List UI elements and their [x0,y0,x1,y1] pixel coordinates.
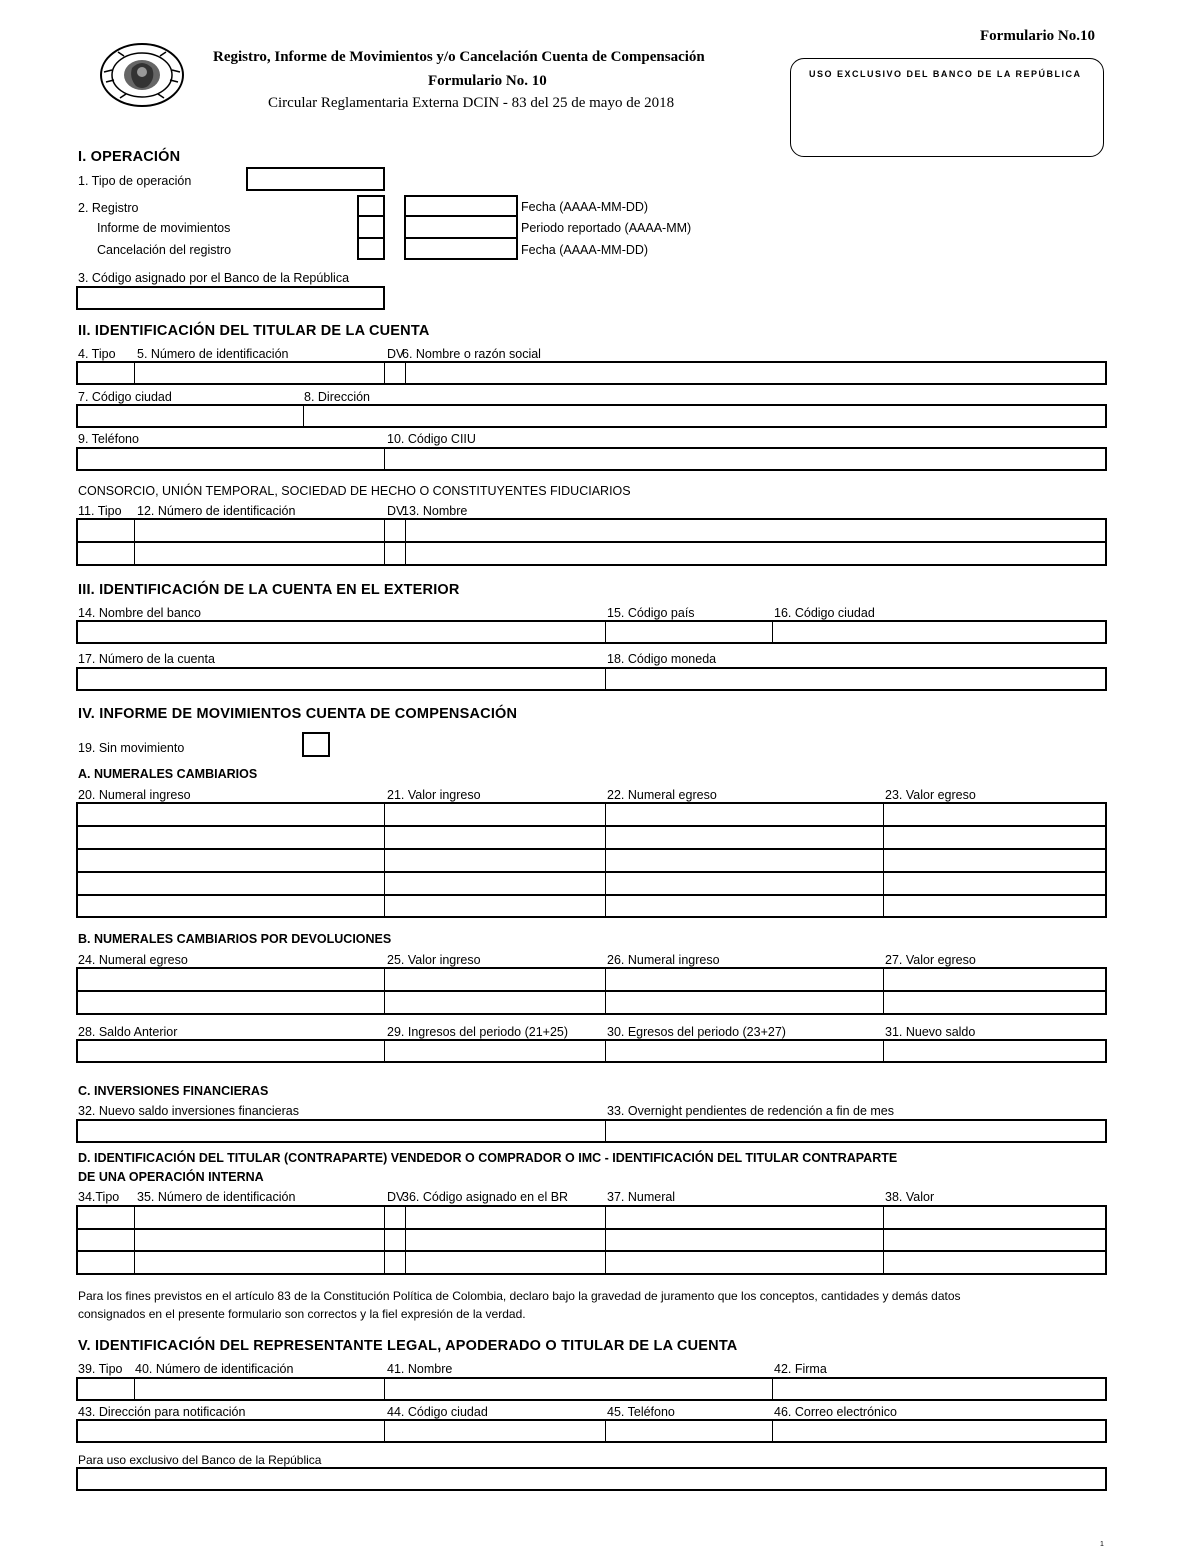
label-numeral-egreso-24: 24. Numeral egreso [78,953,188,967]
row-cuenta-moneda[interactable] [76,667,1107,691]
label-nuevo-saldo-inversiones: 32. Nuevo saldo inversiones financieras [78,1104,299,1118]
row-banco-pais-ciudad[interactable] [76,620,1107,644]
checkbox-informe[interactable] [357,215,385,239]
input-fecha-cancelacion[interactable] [404,237,518,260]
row-saldos[interactable] [76,1039,1107,1063]
label-egresos-periodo: 30. Egresos del periodo (23+27) [607,1025,786,1039]
section-operacion-title: I. OPERACIÓN [78,149,181,165]
form-title: Registro, Informe de Movimientos y/o Cancelación Cuenta de Compensación [213,49,705,65]
label-valor-egreso-23: 23. Valor egreso [885,788,976,802]
exclusive-use-box [790,58,1104,157]
subtitle-devoluciones: B. NUMERALES CAMBIARIOS POR DEVOLUCIONES [78,932,392,946]
declaration-text [78,1287,1108,1323]
label-numeral-37: 37. Numeral [607,1190,676,1204]
label-codigo-asignado: 3. Código asignado por el Banco de la República [78,271,350,285]
bank-seal-icon [98,42,186,108]
label-correo-electronico: 46. Correo electrónico [774,1405,897,1419]
label-telefono-45: 45. Teléfono [607,1405,675,1419]
label-valor-38: 38. Valor [885,1190,935,1204]
label-overnight: 33. Overnight pendientes de redención a fin de mes [607,1104,894,1118]
label-nombre-banco: 14. Nombre del banco [78,606,201,620]
label-tipo-4: 4. Tipo [78,347,116,361]
label-numero-identificacion-5: 5. Número de identificación [137,347,289,361]
table-devoluciones[interactable] [76,967,1107,1015]
label-dv: DV [387,347,405,361]
section-cuenta-exterior-title: III. IDENTIFICACIÓN DE LA CUENTA EN EL EXTERIOR [78,582,460,598]
label-tipo-11: 11. Tipo [78,504,122,518]
form-subtitle: Formulario No. 10 [428,73,547,89]
label-registro: 2. Registro [78,201,139,215]
label-tipo-39: 39. Tipo [78,1362,123,1376]
label-codigo-ciudad-44: 44. Código ciudad [387,1405,488,1419]
label-nombre-razon-social: 6. Nombre o razón social [402,347,541,361]
label-fecha-registro: Fecha (AAAA-MM-DD) [521,200,649,214]
label-numero-identificacion-40: 40. Número de identificación [135,1362,294,1376]
label-numeral-egreso-22: 22. Numeral egreso [607,788,717,802]
row-titular-identificacion[interactable] [76,361,1107,385]
label-direccion-notificacion: 43. Dirección para notificación [78,1405,246,1419]
label-uso-exclusivo-banco: Para uso exclusivo del Banco de la República [78,1453,322,1467]
row-contacto[interactable] [76,1419,1107,1443]
label-periodo-reportado: Periodo reportado (AAAA-MM) [521,221,692,235]
label-fecha-cancelacion: Fecha (AAAA-MM-DD) [521,243,649,257]
checkbox-sin-movimiento[interactable] [302,732,330,757]
declaration-line-2: consignados en el presente formulario son correctos y la fiel expresión de la verdad. [78,1307,526,1321]
table-consorcio[interactable] [76,518,1107,566]
label-valor-ingreso-21: 21. Valor ingreso [387,788,481,802]
label-nombre-13: 13. Nombre [402,504,468,518]
label-tipo-34: 34.Tipo [78,1190,120,1204]
input-codigo-asignado[interactable] [76,286,385,310]
label-numero-cuenta: 17. Número de la cuenta [78,652,215,666]
row-representante[interactable] [76,1377,1107,1401]
label-codigo-ciudad-7: 7. Código ciudad [78,390,172,404]
label-codigo-asignado-br: 36. Código asignado en el BR [402,1190,569,1204]
page-mark: 1 [1100,1541,1104,1548]
label-firma-42: 42. Firma [774,1362,827,1376]
row-inversiones[interactable] [76,1119,1107,1143]
label-numeral-ingreso-20: 20. Numeral ingreso [78,788,191,802]
exclusive-use-label: USO EXCLUSIVO DEL BANCO DE LA REPÚBLICA [809,69,1082,79]
bank-logo [98,42,186,108]
label-numero-identificacion-12: 12. Número de identificación [137,504,296,518]
declaration-line-1: Para los fines previstos en el artículo 83 de la Constitución Política de Colombia, declaro bajo la gravedad de juramento que los conceptos, cantidades y demás datos [78,1289,961,1303]
label-informe-movimientos: Informe de movimientos [97,221,231,235]
section-representante-title: V. IDENTIFICACIÓN DEL REPRESENTANTE LEGAL, APODERADO O TITULAR DE LA CUENTA [78,1338,738,1354]
input-uso-exclusivo-banco[interactable] [76,1467,1107,1491]
label-numeral-ingreso-26: 26. Numeral ingreso [607,953,720,967]
label-telefono-9: 9. Teléfono [78,432,139,446]
table-contraparte[interactable] [76,1205,1107,1275]
label-tipo-operacion: 1. Tipo de operación [78,174,192,188]
label-codigo-pais: 15. Código país [607,606,695,620]
label-dv-3: DV [387,1190,405,1204]
subtitle-contraparte-line2: DE UNA OPERACIÓN INTERNA [78,1170,264,1184]
label-cancelacion-registro: Cancelación del registro [97,243,232,257]
subtitle-contraparte-line1: D. IDENTIFICACIÓN DEL TITULAR (CONTRAPARTE) VENDEDOR O COMPRADOR O IMC - IDENTIFICACIÓN DEL TITULAR CONTRAPARTE [78,1151,898,1165]
label-saldo-anterior: 28. Saldo Anterior [78,1025,178,1039]
checkbox-registro[interactable] [357,195,385,217]
label-nuevo-saldo: 31. Nuevo saldo [885,1025,976,1039]
subtitle-inversiones-financieras: C. INVERSIONES FINANCIERAS [78,1084,269,1098]
label-valor-ingreso-25: 25. Valor ingreso [387,953,481,967]
circular-reference: Circular Reglamentaria Externa DCIN - 83 del 25 de mayo de 2018 [268,95,675,111]
label-ingresos-periodo: 29. Ingresos del periodo (21+25) [387,1025,569,1039]
label-consorcio: CONSORCIO, UNIÓN TEMPORAL, SOCIEDAD DE HECHO O CONSTITUYENTES FIDUCIARIOS [78,484,631,498]
label-codigo-ciudad-16: 16. Código ciudad [774,606,875,620]
label-nombre-41: 41. Nombre [387,1362,453,1376]
label-sin-movimiento: 19. Sin movimiento [78,741,185,755]
label-valor-egreso-27: 27. Valor egreso [885,953,976,967]
input-tipo-operacion[interactable] [246,167,385,191]
label-numero-identificacion-35: 35. Número de identificación [137,1190,296,1204]
section-informe-movimientos-title: IV. INFORME DE MOVIMIENTOS CUENTA DE COMPENSACIÓN [78,706,518,722]
row-ciudad-direccion[interactable] [76,404,1107,428]
section-titular-title: II. IDENTIFICACIÓN DEL TITULAR DE LA CUENTA [78,323,430,339]
input-fecha-registro[interactable] [404,195,518,217]
table-numerales-cambiarios[interactable] [76,802,1107,918]
row-telefono-ciiu[interactable] [76,447,1107,471]
label-codigo-ciiu: 10. Código CIIU [387,432,476,446]
label-codigo-moneda: 18. Código moneda [607,652,717,666]
form-number-top: Formulario No.10 [980,28,1095,44]
subtitle-numerales-cambiarios: A. NUMERALES CAMBIARIOS [78,767,258,781]
label-direccion-8: 8. Dirección [304,390,370,404]
checkbox-cancelacion[interactable] [357,237,385,260]
label-dv-2: DV [387,504,405,518]
input-periodo-reportado[interactable] [404,215,518,239]
